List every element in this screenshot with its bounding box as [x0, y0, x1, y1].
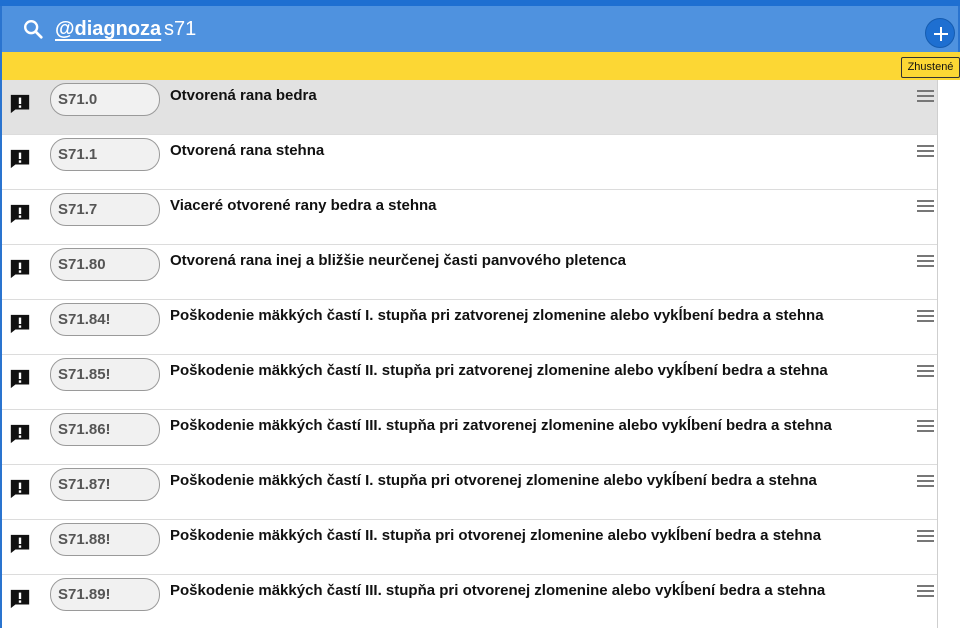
- list-item[interactable]: [2, 355, 937, 410]
- list-item[interactable]: [2, 520, 937, 575]
- warning-comment-icon: [9, 478, 31, 500]
- diagnosis-label: Otvorená rana inej a bližšie neurčenej časti panvového pletenca: [170, 252, 626, 269]
- diagnosis-code[interactable]: S71.88!: [50, 523, 160, 556]
- hamburger-menu-icon[interactable]: [917, 199, 934, 211]
- warning-comment-icon: [9, 313, 31, 335]
- add-button[interactable]: [925, 18, 955, 48]
- diagnosis-code[interactable]: S71.86!: [50, 413, 160, 446]
- hamburger-menu-icon[interactable]: [917, 529, 934, 541]
- diagnosis-code[interactable]: S71.84!: [50, 303, 160, 336]
- search-bar[interactable]: [0, 6, 960, 52]
- list-item[interactable]: [2, 190, 937, 245]
- diagnosis-label: Viaceré otvorené rany bedra a stehna: [170, 197, 437, 214]
- hamburger-menu-icon[interactable]: [917, 254, 934, 266]
- warning-comment-icon: [9, 533, 31, 555]
- search-icon[interactable]: [22, 18, 44, 40]
- warning-comment-icon: [9, 258, 31, 280]
- hamburger-menu-icon[interactable]: [917, 584, 934, 596]
- diagnosis-label: Poškodenie mäkkých častí III. stupňa pri zatvorenej zlomenine alebo vykĺbení bedra a stehna: [170, 417, 832, 434]
- warning-comment-icon: [9, 148, 31, 170]
- diagnosis-code[interactable]: S71.80: [50, 248, 160, 281]
- hamburger-menu-icon[interactable]: [917, 144, 934, 156]
- warning-comment-icon: [9, 203, 31, 225]
- list-item[interactable]: [2, 410, 937, 465]
- diagnosis-list[interactable]: [0, 80, 938, 628]
- search-query-tag[interactable]: @diagnoza: [55, 18, 162, 40]
- hamburger-menu-icon[interactable]: [917, 89, 934, 101]
- diagnosis-code[interactable]: S71.7: [50, 193, 160, 226]
- hamburger-menu-icon[interactable]: [917, 364, 934, 376]
- scrollbar-track[interactable]: [938, 80, 960, 628]
- diagnosis-code[interactable]: S71.1: [50, 138, 160, 171]
- list-item[interactable]: [2, 135, 937, 190]
- diagnosis-code[interactable]: S71.87!: [50, 468, 160, 501]
- warning-comment-icon: [9, 588, 31, 610]
- filter-bar: [0, 52, 960, 80]
- warning-comment-icon: [9, 93, 31, 115]
- hamburger-menu-icon[interactable]: [917, 419, 934, 431]
- diagnosis-label: Poškodenie mäkkých častí II. stupňa pri zatvorenej zlomenine alebo vykĺbení bedra a stehna: [170, 362, 828, 379]
- diagnosis-label: Poškodenie mäkkých častí II. stupňa pri otvorenej zlomenine alebo vykĺbení bedra a stehna: [170, 527, 822, 544]
- compact-view-button[interactable]: Zhustené: [901, 57, 960, 78]
- diagnosis-label: Otvorená rana stehna: [170, 142, 325, 159]
- diagnosis-code[interactable]: S71.85!: [50, 358, 160, 391]
- list-item[interactable]: [2, 575, 937, 628]
- diagnosis-label: Poškodenie mäkkých častí III. stupňa pri otvorenej zlomenine alebo vykĺbení bedra a stehna: [170, 582, 826, 599]
- list-item[interactable]: [2, 80, 937, 135]
- diagnosis-label: Poškodenie mäkkých častí I. stupňa pri zatvorenej zlomenine alebo vykĺbení bedra a stehna: [170, 307, 824, 324]
- diagnosis-label: Poškodenie mäkkých častí I. stupňa pri otvorenej zlomenine alebo vykĺbení bedra a stehna: [170, 472, 817, 489]
- diagnosis-label: Otvorená rana bedra: [170, 87, 317, 104]
- warning-comment-icon: [9, 423, 31, 445]
- diagnosis-code[interactable]: S71.89!: [50, 578, 160, 611]
- list-item[interactable]: [2, 465, 937, 520]
- warning-comment-icon: [9, 368, 31, 390]
- search-query-text[interactable]: s71: [164, 18, 197, 40]
- hamburger-menu-icon[interactable]: [917, 474, 934, 486]
- hamburger-menu-icon[interactable]: [917, 309, 934, 321]
- diagnosis-code[interactable]: S71.0: [50, 83, 160, 116]
- list-item[interactable]: [2, 300, 937, 355]
- list-item[interactable]: [2, 245, 937, 300]
